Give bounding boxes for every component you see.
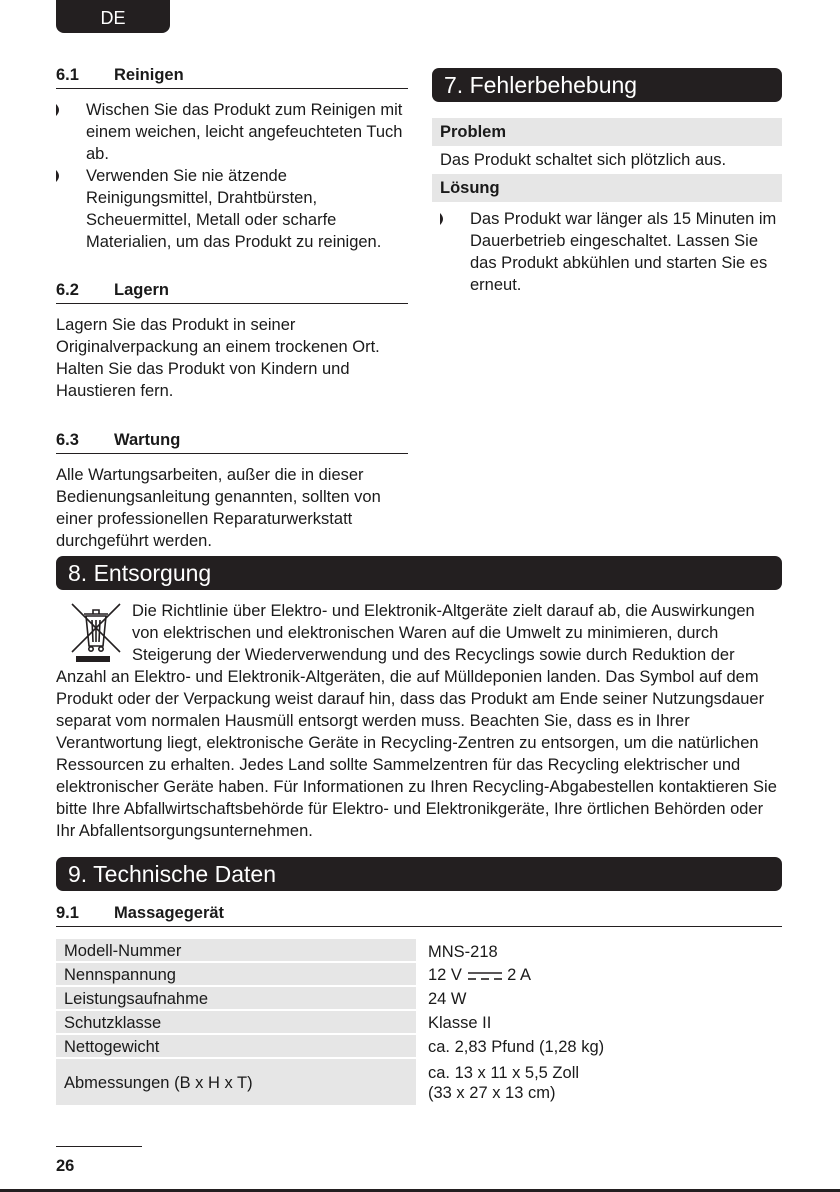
bullet-icon [440, 213, 446, 225]
spec-value: 24 W [428, 990, 467, 1008]
table-row [56, 962, 782, 986]
section-number: 6.2 [56, 281, 79, 299]
section-number: 6.1 [56, 66, 79, 84]
solution-bullet-list [432, 208, 782, 296]
technical-data-heading: 9. Technische Daten [56, 857, 782, 891]
disposal-section [56, 556, 782, 842]
section-title: Wartung [114, 431, 181, 449]
troubleshooting-section [432, 68, 782, 296]
bullet-text: Verwenden Sie nie ätzende Reinigungsmittel, Drahtbürsten, Scheuermittel, Metall oder scharfe Materialien, um das Produkt zu reinigen. [86, 167, 382, 251]
spec-table [56, 939, 782, 1107]
disposal-text-block [56, 600, 782, 842]
current-value: 2 A [507, 966, 531, 984]
table-row [56, 986, 782, 1010]
spec-value: ca. 2,83 Pfund (1,28 kg) [428, 1038, 605, 1056]
spec-label: Schutzklasse [56, 1010, 416, 1034]
list-item [56, 99, 408, 165]
language-tab: DE [56, 0, 170, 33]
section-number: 6.3 [56, 431, 79, 449]
bullet-text: Das Produkt war länger als 15 Minuten im Dauerbetrieb eingeschaltet. Lassen Sie das Produkt abkühlen und starten Sie es erneut. [470, 210, 777, 294]
bullet-text: Wischen Sie das Produkt zum Reinigen mit einem weichen, leicht angefeuchteten Tuch ab. [86, 101, 403, 163]
spec-value [420, 1058, 782, 1106]
list-item [56, 165, 408, 253]
spec-label: Leistungsaufnahme [56, 986, 416, 1010]
disposal-text: Die Richtlinie über Elektro- und Elektronik-Altgeräte zielt darauf ab, die Auswirkungen von elektrischen und elektronischen Waren auf die Umwelt zu minimieren, durch Steigerung der Wiederverwendung und des Recyclings sowie durch Reduktion der Anzahl an Elektro- und Elektronik-Altgeräten, die auf Mülldeponien landen. Das Symbol auf dem Produkt oder der Verpackung weist darauf hin, dass das Produkt am Ende seiner Nutzungsdauer separat vom normalen Hausmüll entsorgt werden muss. Beachten Sie, dass es in Ihrer Verantwortung liegt, elektronische Geräte in Recycling-Zentren zu entsorgen, um die natürlichen Ressourcen zu erhalten. Jedes Land sollte Sammelzentren für das Recycling elektrischer und elektronischer Geräte haben. Für Informationen zu Ihren Recycling-Abgabestellen kontaktieren Sie bitte Ihre Abfallwirtschaftsbehörde für Elektro- und Elektronikgeräte, Ihre örtlichen Behörden oder Ihr Abfallentsorgungsunternehmen. [56, 602, 777, 840]
section-6-1-heading [56, 66, 408, 89]
table-row [56, 1010, 782, 1034]
problem-text: Das Produkt schaltet sich plötzlich aus. [440, 151, 727, 169]
section-9-1-heading [56, 904, 782, 927]
section-number: 9.1 [56, 904, 79, 922]
spec-value: MNS-218 [428, 942, 498, 961]
spec-label: Abmessungen (B x H x T) [56, 1058, 416, 1106]
spec-label: Nennspannung [56, 962, 416, 986]
direct-current-icon [467, 970, 503, 982]
list-item [440, 208, 782, 296]
section-title: Reinigen [114, 66, 184, 84]
spec-value: Klasse II [428, 1014, 492, 1032]
cleaning-bullet-list [56, 99, 408, 253]
bullet-icon [56, 170, 62, 182]
section-title: Lagern [114, 281, 170, 299]
dimensions-cm: (33 x 27 x 13 cm) [428, 1084, 556, 1102]
dimensions-inch: ca. 13 x 11 x 5,5 Zoll [428, 1064, 580, 1082]
maintenance-text: Alle Wartungsarbeiten, außer die in dieser Bedienungsanleitung genannten, sollten von einer professionellen Reparaturwerkstatt durchgeführt werden. [56, 466, 381, 550]
page-number: 26 [56, 1146, 142, 1176]
section-title: Massagegerät [114, 904, 225, 922]
spec-label: Modell-Nummer [56, 939, 416, 962]
solution-label: Lösung [432, 174, 782, 202]
storage-text: Lagern Sie das Produkt in seiner Originalverpackung an einem trockenen Ort. Halten Sie das Produkt von Kindern und Haustieren fern. [56, 316, 380, 400]
disposal-heading: 8. Entsorgung [56, 556, 782, 590]
table-row [56, 1058, 782, 1106]
technical-data-section [56, 857, 782, 1107]
bullet-icon [56, 104, 62, 116]
table-row [56, 939, 782, 962]
problem-label: Problem [432, 118, 782, 146]
voltage-value: 12 V [428, 966, 462, 984]
section-6-3-heading [56, 431, 408, 454]
maintenance-sections [56, 66, 408, 552]
weee-crossed-bin-icon [64, 600, 128, 664]
spec-label: Nettogewicht [56, 1034, 416, 1058]
section-6-2-heading [56, 281, 408, 304]
troubleshooting-heading: 7. Fehlerbehebung [432, 68, 782, 102]
table-row [56, 1034, 782, 1058]
spec-value [420, 962, 782, 986]
